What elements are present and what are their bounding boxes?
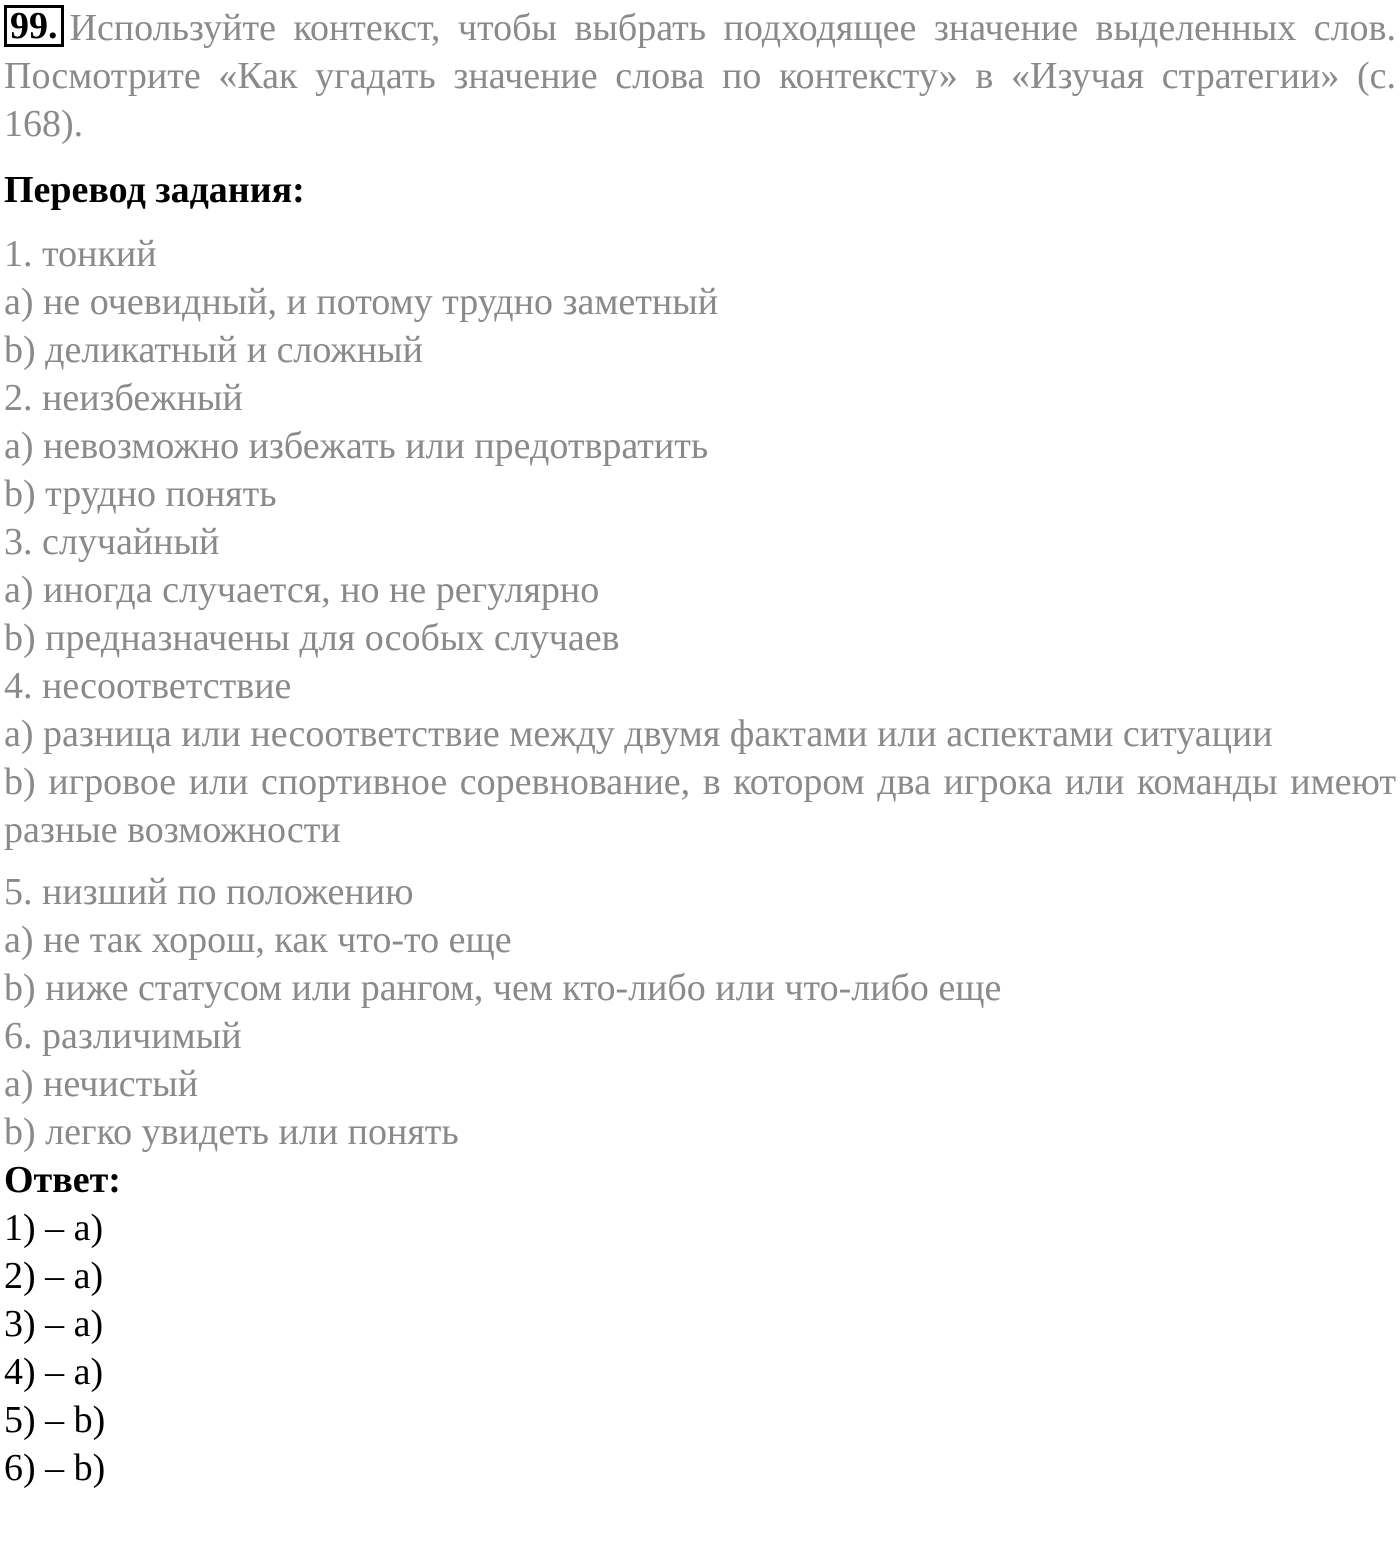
vocab-word: 5. низший по положению	[4, 871, 414, 913]
vocab-word: 6. различимый	[4, 1015, 242, 1057]
vocab-option: b) трудно понять	[4, 473, 277, 515]
vocab-option: a) невозможно избежать или предотвратить	[4, 425, 709, 467]
task-number-box: 99.	[4, 5, 64, 47]
vocab-option: b) деликатный и сложный	[4, 329, 423, 371]
answer-heading: Ответ:	[4, 1159, 121, 1201]
answer-line: 5) – b)	[4, 1399, 106, 1441]
vocab-option: a) нечистый	[4, 1063, 199, 1105]
answer-line: 4) – a)	[4, 1351, 104, 1393]
task-instruction-paragraph	[4, 4, 1396, 148]
vocab-word: 3. случайный	[4, 521, 220, 563]
vocab-option: a) не так хорош, как что-то еще	[4, 919, 512, 961]
vocab-option: b) легко увидеть или понять	[4, 1111, 459, 1153]
vocab-option: a) иногда случается, но не регулярно	[4, 569, 600, 611]
answer-line: 6) – b)	[4, 1447, 106, 1489]
translation-heading: Перевод задания:	[4, 169, 305, 211]
answer-line: 2) – a)	[4, 1255, 104, 1297]
vocab-option: a) не очевидный, и потому трудно заметный	[4, 281, 719, 323]
answer-line: 1) – a)	[4, 1207, 104, 1249]
translation-list	[4, 230, 1396, 1156]
vocab-option: b) игровое или спортивное соревнование, в котором два игрока или команды имеют разные возможности	[4, 761, 1396, 851]
vocab-option: b) предназначены для особых случаев	[4, 617, 620, 659]
vocab-word: 2. неизбежный	[4, 377, 243, 419]
vocab-word: 1. тонкий	[4, 233, 157, 275]
task-instruction-text: Используйте контекст, чтобы выбрать подходящее значение выделенных слов. Посмотрите «Как угадать значение слова по контексту» в «Изучая стратегии» (с. 168).	[4, 7, 1396, 145]
vocab-option: a) разница или несоответствие между двумя фактами или аспектами ситуации	[4, 713, 1273, 755]
answer-line: 3) – a)	[4, 1303, 104, 1345]
document-page	[4, 4, 1396, 1492]
answer-list	[4, 1204, 1396, 1492]
vocab-option: b) ниже статусом или рангом, чем кто-либо или что-либо еще	[4, 967, 1002, 1009]
vocab-word: 4. несоответствие	[4, 665, 292, 707]
